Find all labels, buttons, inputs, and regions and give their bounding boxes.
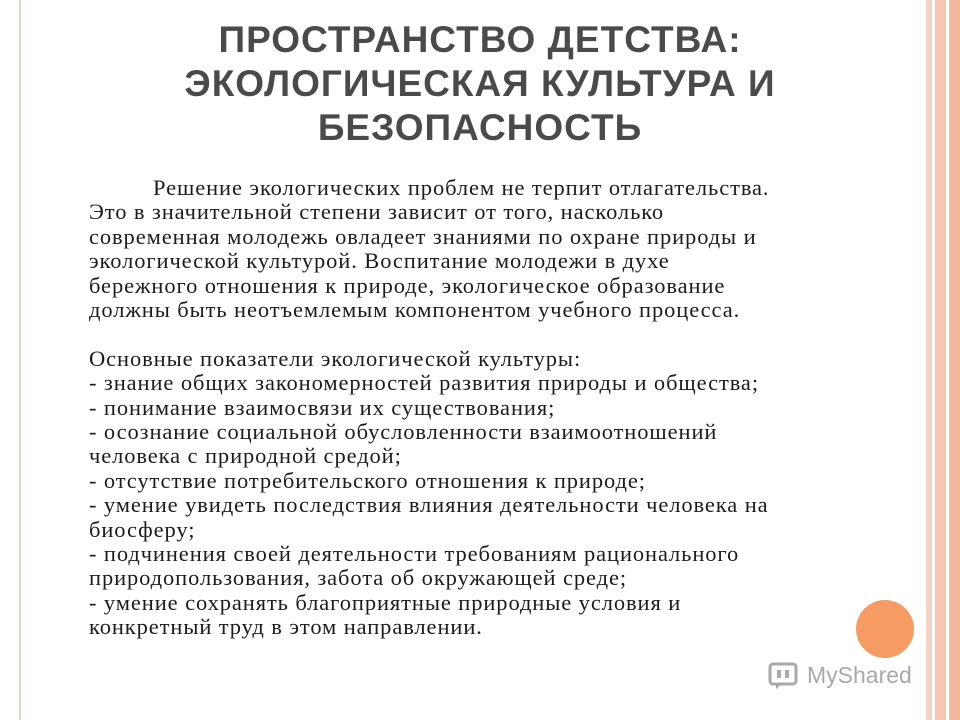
paragraph-line: экологической культурой. Воспитание молодежи в духе xyxy=(89,248,670,274)
indicator-line: биосферу; xyxy=(89,516,196,542)
slide-body xyxy=(89,176,899,640)
title-line: БЕЗОПАСНОСТЬ xyxy=(317,107,643,148)
paragraph-line: должны быть неотъемлемым компонентом учебного процесса. xyxy=(89,297,741,323)
indicator-line: - умение сохранять благоприятные природные условия и xyxy=(89,589,682,615)
paragraph-line: бережного отношения к природе, экологическое образование xyxy=(89,272,726,298)
right-stripe xyxy=(949,0,960,720)
indicator-line: - понимание взаимосвязи их существования; xyxy=(89,394,556,420)
indicators-heading: Основные показатели экологической культуры: xyxy=(89,345,582,371)
indicator-line: конкретный труд в этом направлении. xyxy=(89,614,483,640)
indicator-line: - подчинения своей деятельности требованиям рационального xyxy=(89,541,740,567)
title-line: ПРОСТРАНСТВО ДЕТСТВА: xyxy=(218,19,742,60)
frame-left-line xyxy=(19,0,21,720)
decorative-circle xyxy=(856,600,914,658)
indicator-line: - умение увидеть последствия влияния деятельности человека на xyxy=(89,492,769,518)
slide-title xyxy=(100,18,860,150)
paragraph-gap xyxy=(89,322,899,346)
indicator-line: природопользования, забота об окружающей среде; xyxy=(89,565,628,591)
myshared-watermark[interactable] xyxy=(767,655,912,695)
indicator-line: человека с природной средой; xyxy=(89,443,402,469)
indicator-line: - осознание социальной обусловленности взаимоотношений xyxy=(89,419,718,445)
paragraph-line: Решение экологических проблем не терпит отлагательства. xyxy=(153,175,770,200)
right-stripe xyxy=(935,0,946,720)
paragraph-line: современная молодежь овладеет знаниями по охране природы и xyxy=(89,223,757,249)
title-line: ЭКОЛОГИЧЕСКАЯ КУЛЬТУРА И xyxy=(184,63,776,104)
watermark-text: MyShared xyxy=(807,661,912,688)
paragraph-line: Это в значительной степени зависит от того, насколько xyxy=(89,199,665,225)
myshared-logo-icon xyxy=(767,658,801,692)
indicator-line: - знание общих закономерностей развития природы и общества; xyxy=(89,370,759,396)
indicator-line: - отсутствие потребительского отношения к природе; xyxy=(89,467,646,493)
